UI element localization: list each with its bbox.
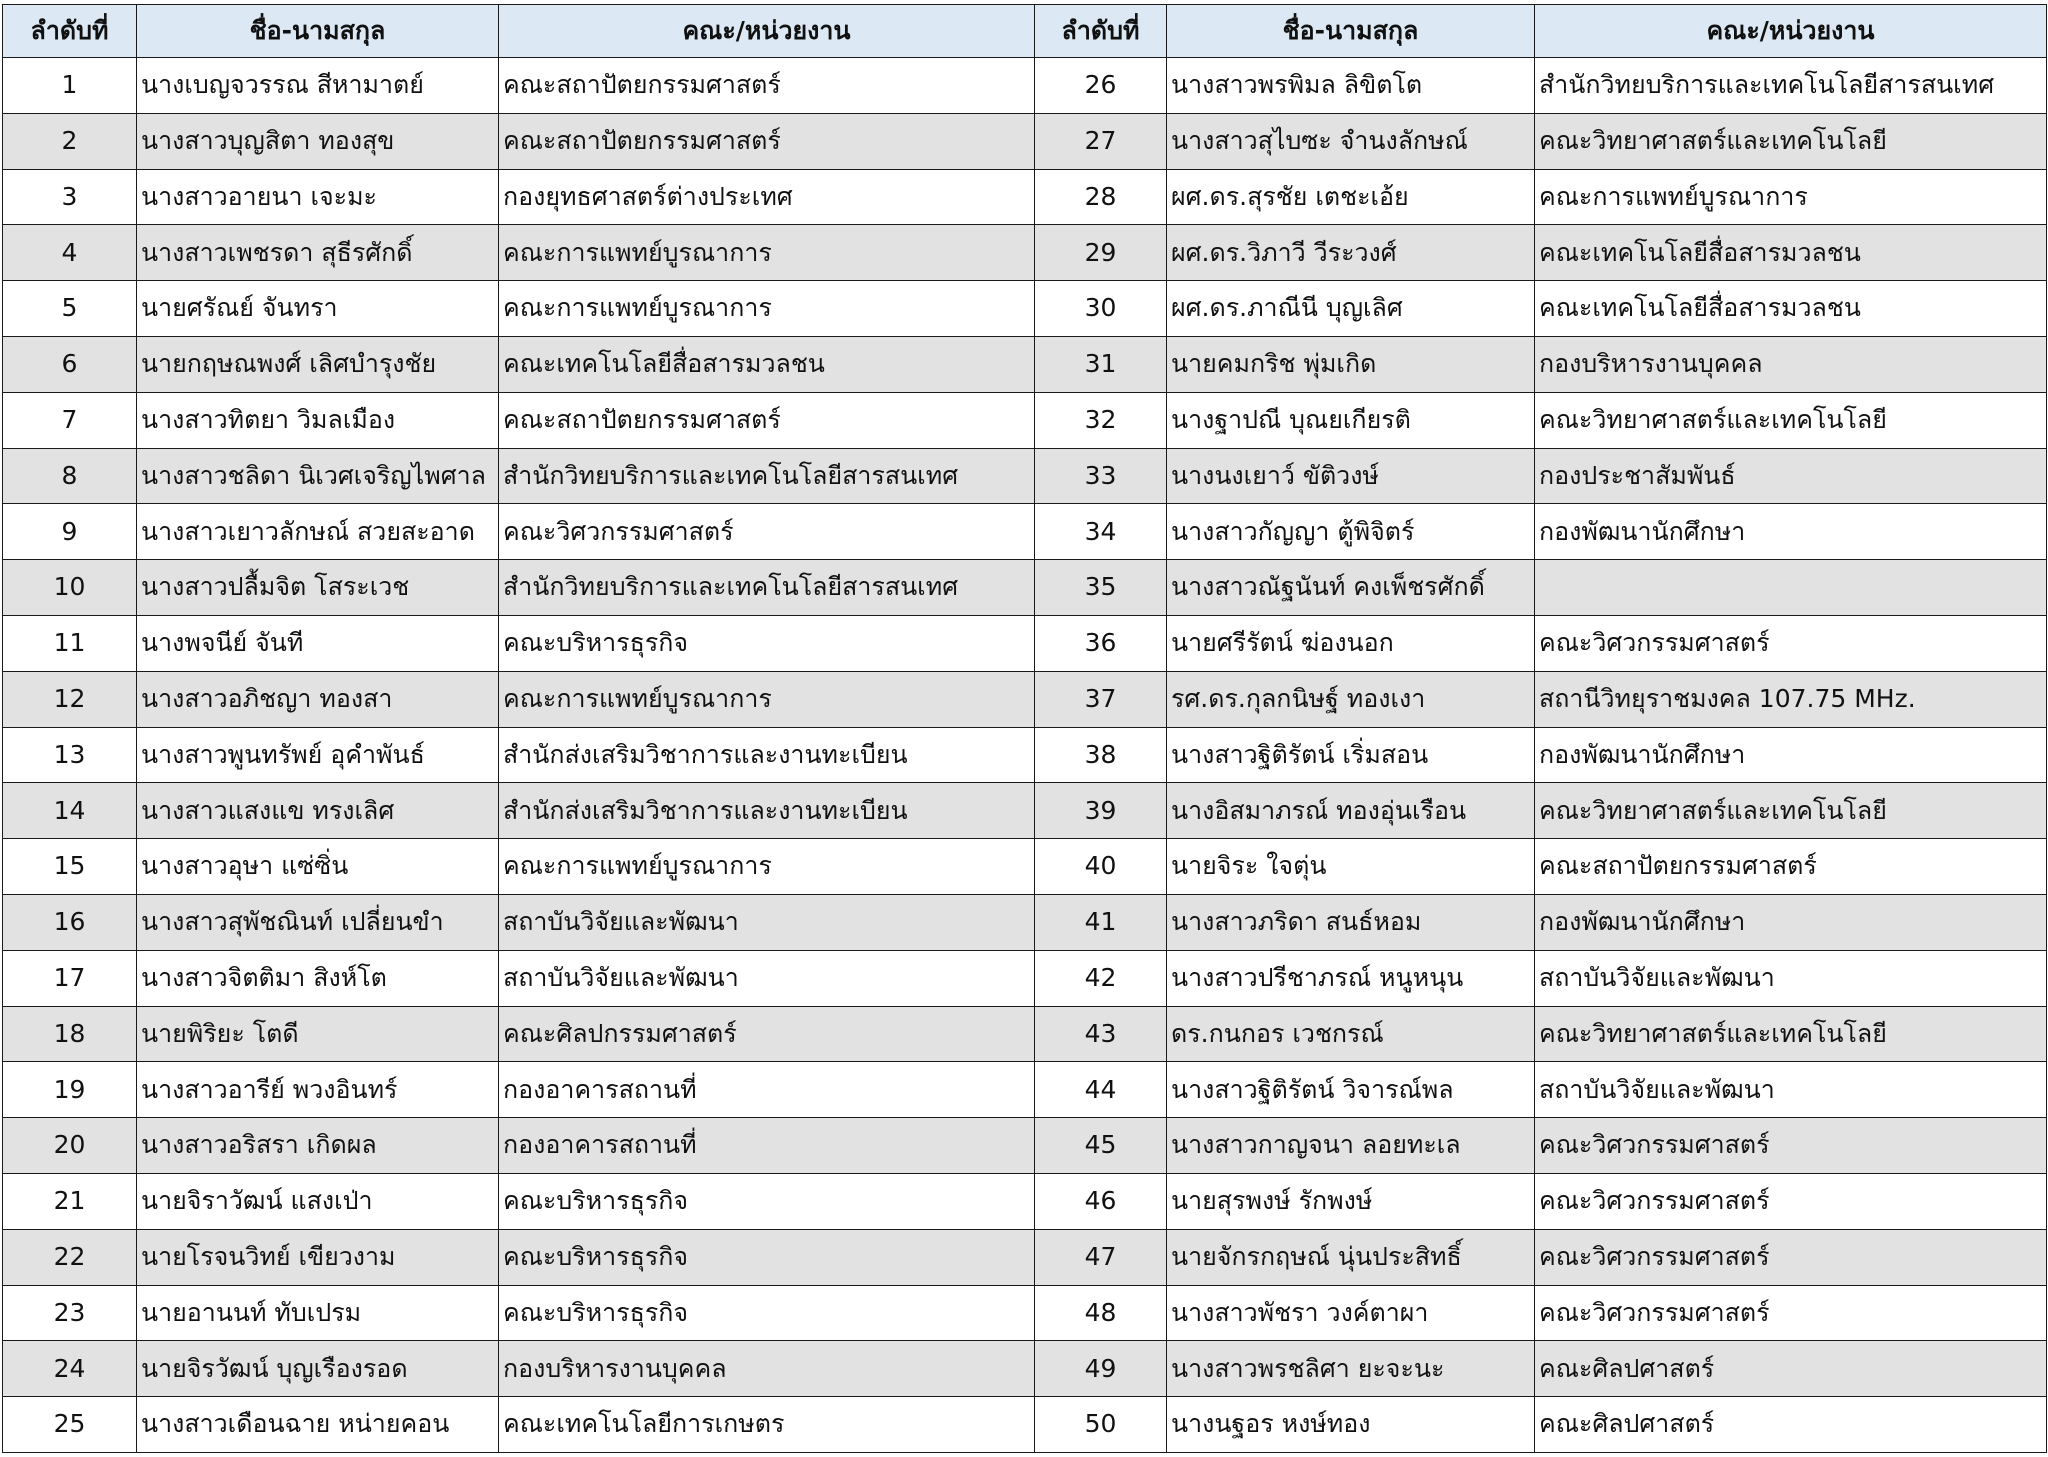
- cell-unit-right: คณะวิทยาศาสตร์และเทคโนโลยี: [1535, 783, 2047, 839]
- cell-number-right: 30: [1035, 281, 1167, 337]
- cell-unit-left: คณะเทคโนโลยีสื่อสารมวลชน: [499, 336, 1035, 392]
- cell-number-left: 12: [3, 671, 137, 727]
- cell-name-right: นางสาวปรีชาภรณ์ หนูหนุน: [1167, 950, 1535, 1006]
- table-row: [3, 281, 2047, 337]
- cell-unit-right: กองประชาสัมพันธ์: [1535, 448, 2047, 504]
- cell-number-left: 2: [3, 113, 137, 169]
- cell-unit-left: กองอาคารสถานที่: [499, 1118, 1035, 1174]
- cell-unit-left: คณะวิศวกรรมศาสตร์: [499, 504, 1035, 560]
- header-unit-right: คณะ/หน่วยงาน: [1535, 5, 2047, 58]
- cell-name-left: นางสาวอารีย์ พวงอินทร์: [137, 1062, 499, 1118]
- cell-unit-left: กองอาคารสถานที่: [499, 1062, 1035, 1118]
- cell-name-left: นางสาวเดือนฉาย หน่ายคอน: [137, 1397, 499, 1453]
- cell-unit-left: คณะศิลปกรรมศาสตร์: [499, 1006, 1035, 1062]
- table-row: [3, 1006, 2047, 1062]
- cell-number-left: 22: [3, 1229, 137, 1285]
- table-row: [3, 615, 2047, 671]
- cell-number-left: 17: [3, 950, 137, 1006]
- cell-number-right: 34: [1035, 504, 1167, 560]
- cell-number-left: 4: [3, 225, 137, 281]
- cell-number-left: 3: [3, 169, 137, 225]
- cell-number-left: 5: [3, 281, 137, 337]
- cell-number-left: 19: [3, 1062, 137, 1118]
- cell-unit-left: กองยุทธศาสตร์ต่างประเทศ: [499, 169, 1035, 225]
- cell-name-right: นางสาวฐิติรัตน์ เริ่มสอน: [1167, 727, 1535, 783]
- cell-number-left: 13: [3, 727, 137, 783]
- header-row: [3, 5, 2047, 58]
- header-number-left: ลำดับที่: [3, 5, 137, 58]
- cell-unit-left: สถาบันวิจัยและพัฒนา: [499, 894, 1035, 950]
- cell-name-left: นางพจนีย์ จันที: [137, 615, 499, 671]
- cell-unit-right: สถาบันวิจัยและพัฒนา: [1535, 1062, 2047, 1118]
- cell-number-right: 42: [1035, 950, 1167, 1006]
- cell-unit-left: คณะบริหารธุรกิจ: [499, 1229, 1035, 1285]
- cell-name-left: นายพิริยะ โตดี: [137, 1006, 499, 1062]
- cell-number-right: 47: [1035, 1229, 1167, 1285]
- cell-number-left: 10: [3, 560, 137, 616]
- cell-number-right: 26: [1035, 58, 1167, 114]
- cell-unit-left: คณะการแพทย์บูรณาการ: [499, 281, 1035, 337]
- header-name-right: ชื่อ-นามสกุล: [1167, 5, 1535, 58]
- table-row: [3, 169, 2047, 225]
- cell-number-right: 31: [1035, 336, 1167, 392]
- cell-number-right: 37: [1035, 671, 1167, 727]
- table-row: [3, 1118, 2047, 1174]
- cell-name-right: รศ.ดร.กุลกนิษฐ์ ทองเงา: [1167, 671, 1535, 727]
- cell-number-left: 16: [3, 894, 137, 950]
- cell-unit-left: คณะสถาปัตยกรรมศาสตร์: [499, 392, 1035, 448]
- cell-number-left: 14: [3, 783, 137, 839]
- table-row: [3, 1341, 2047, 1397]
- cell-number-right: 36: [1035, 615, 1167, 671]
- cell-name-left: นางสาวพูนทรัพย์ อุคำพันธ์: [137, 727, 499, 783]
- cell-unit-left: สถาบันวิจัยและพัฒนา: [499, 950, 1035, 1006]
- cell-name-left: นางสาวชลิดา นิเวศเจริญไพศาล: [137, 448, 499, 504]
- cell-unit-right: คณะวิทยาศาสตร์และเทคโนโลยี: [1535, 113, 2047, 169]
- cell-number-right: 39: [1035, 783, 1167, 839]
- cell-unit-right: คณะศิลปศาสตร์: [1535, 1341, 2047, 1397]
- cell-name-left: นายกฤษณพงศ์ เลิศบำรุงชัย: [137, 336, 499, 392]
- cell-number-right: 43: [1035, 1006, 1167, 1062]
- cell-unit-left: คณะสถาปัตยกรรมศาสตร์: [499, 113, 1035, 169]
- cell-unit-right: คณะวิศวกรรมศาสตร์: [1535, 1229, 2047, 1285]
- cell-name-right: ดร.กนกอร เวชกรณ์: [1167, 1006, 1535, 1062]
- table-body: [3, 58, 2047, 1453]
- cell-number-left: 6: [3, 336, 137, 392]
- spreadsheet-sheet: [2, 4, 2046, 1453]
- table-row: [3, 225, 2047, 281]
- cell-unit-right: คณะวิศวกรรมศาสตร์: [1535, 1118, 2047, 1174]
- cell-name-right: นางนฐอร หงษ์ทอง: [1167, 1397, 1535, 1453]
- cell-unit-right: สถานีวิทยุราชมงคล 107.75 MHz.: [1535, 671, 2047, 727]
- cell-name-right: นายสุรพงษ์ รักพงษ์: [1167, 1173, 1535, 1229]
- cell-number-left: 11: [3, 615, 137, 671]
- cell-unit-left: คณะเทคโนโลยีการเกษตร: [499, 1397, 1035, 1453]
- cell-unit-right: คณะวิทยาศาสตร์และเทคโนโลยี: [1535, 392, 2047, 448]
- cell-number-right: 33: [1035, 448, 1167, 504]
- table-row: [3, 783, 2047, 839]
- cell-number-left: 7: [3, 392, 137, 448]
- cell-unit-right: กองบริหารงานบุคคล: [1535, 336, 2047, 392]
- cell-name-right: นางสาวฐิติรัตน์ วิจารณ์พล: [1167, 1062, 1535, 1118]
- cell-number-left: 18: [3, 1006, 137, 1062]
- cell-number-right: 44: [1035, 1062, 1167, 1118]
- cell-unit-left: สำนักส่งเสริมวิชาการและงานทะเบียน: [499, 727, 1035, 783]
- cell-unit-right: คณะสถาปัตยกรรมศาสตร์: [1535, 839, 2047, 895]
- cell-name-right: นางสาวณัฐนันท์ คงเพ็ชรศักดิ์: [1167, 560, 1535, 616]
- table-row: [3, 1062, 2047, 1118]
- cell-unit-right: คณะการแพทย์บูรณาการ: [1535, 169, 2047, 225]
- cell-unit-right: คณะศิลปศาสตร์: [1535, 1397, 2047, 1453]
- table-row: [3, 336, 2047, 392]
- cell-number-left: 15: [3, 839, 137, 895]
- cell-unit-right: คณะวิศวกรรมศาสตร์: [1535, 1173, 2047, 1229]
- cell-name-left: นางสาวปลื้มจิต โสระเวช: [137, 560, 499, 616]
- cell-number-right: 49: [1035, 1341, 1167, 1397]
- cell-name-left: นายอานนท์ ทับเปรม: [137, 1285, 499, 1341]
- cell-name-left: นางสาวอายนา เจะมะ: [137, 169, 499, 225]
- table-row: [3, 1285, 2047, 1341]
- cell-unit-right: คณะวิศวกรรมศาสตร์: [1535, 615, 2047, 671]
- cell-name-left: นายศรัณย์ จันทรา: [137, 281, 499, 337]
- cell-number-right: 28: [1035, 169, 1167, 225]
- cell-name-right: นายจักรกฤษณ์ นุ่นประสิทธิ์: [1167, 1229, 1535, 1285]
- cell-number-left: 21: [3, 1173, 137, 1229]
- cell-unit-right: กองพัฒนานักศึกษา: [1535, 894, 2047, 950]
- table-row: [3, 727, 2047, 783]
- table-row: [3, 560, 2047, 616]
- table-row: [3, 1173, 2047, 1229]
- cell-unit-left: กองบริหารงานบุคคล: [499, 1341, 1035, 1397]
- cell-name-left: นางสาวบุญสิตา ทองสุข: [137, 113, 499, 169]
- cell-number-right: 48: [1035, 1285, 1167, 1341]
- cell-name-left: นางสาวอภิชญา ทองสา: [137, 671, 499, 727]
- cell-name-left: นายโรจนวิทย์ เขียวงาม: [137, 1229, 499, 1285]
- cell-number-left: 8: [3, 448, 137, 504]
- cell-name-left: นางเบญจวรรณ สีหามาตย์: [137, 58, 499, 114]
- cell-number-left: 1: [3, 58, 137, 114]
- cell-number-left: 25: [3, 1397, 137, 1453]
- cell-name-right: นางสาวกาญจนา ลอยทะเล: [1167, 1118, 1535, 1174]
- cell-name-right: นางนงเยาว์ ขัติวงษ์: [1167, 448, 1535, 504]
- cell-number-right: 38: [1035, 727, 1167, 783]
- header-name-left: ชื่อ-นามสกุล: [137, 5, 499, 58]
- cell-unit-right: คณะเทคโนโลยีสื่อสารมวลชน: [1535, 225, 2047, 281]
- cell-name-right: นายศรีรัตน์ ฆ่องนอก: [1167, 615, 1535, 671]
- cell-name-left: นางสาวจิตติมา สิงห์โต: [137, 950, 499, 1006]
- cell-unit-right: [1535, 560, 2047, 616]
- cell-number-left: 20: [3, 1118, 137, 1174]
- cell-unit-left: คณะบริหารธุรกิจ: [499, 1285, 1035, 1341]
- cell-number-left: 9: [3, 504, 137, 560]
- cell-name-right: ผศ.ดร.สุรชัย เตชะเอ้ย: [1167, 169, 1535, 225]
- cell-name-right: นางสาวกัญญา ตู้พิจิตร์: [1167, 504, 1535, 560]
- table-row: [3, 1397, 2047, 1453]
- cell-name-right: ผศ.ดร.วิภาวี วีระวงศ์: [1167, 225, 1535, 281]
- cell-name-right: นางสาวภริดา สนธ์หอม: [1167, 894, 1535, 950]
- cell-name-right: นางสาวสุไบซะ จำนงลักษณ์: [1167, 113, 1535, 169]
- cell-unit-left: คณะการแพทย์บูรณาการ: [499, 225, 1035, 281]
- cell-unit-left: คณะการแพทย์บูรณาการ: [499, 671, 1035, 727]
- cell-name-right: ผศ.ดร.ภาณีนี บุญเลิศ: [1167, 281, 1535, 337]
- cell-unit-right: คณะวิศวกรรมศาสตร์: [1535, 1285, 2047, 1341]
- table-row: [3, 448, 2047, 504]
- cell-number-right: 40: [1035, 839, 1167, 895]
- cell-number-right: 46: [1035, 1173, 1167, 1229]
- table-row: [3, 58, 2047, 114]
- cell-unit-right: คณะวิทยาศาสตร์และเทคโนโลยี: [1535, 1006, 2047, 1062]
- header-unit-left: คณะ/หน่วยงาน: [499, 5, 1035, 58]
- cell-name-left: นายจิรวัฒน์ บุญเรืองรอด: [137, 1341, 499, 1397]
- cell-unit-left: สำนักส่งเสริมวิชาการและงานทะเบียน: [499, 783, 1035, 839]
- cell-name-left: นางสาวทิตยา วิมลเมือง: [137, 392, 499, 448]
- cell-unit-left: คณะบริหารธุรกิจ: [499, 1173, 1035, 1229]
- cell-name-left: นายจิราวัฒน์ แสงเป่า: [137, 1173, 499, 1229]
- cell-name-left: นางสาวเพชรดา สุธีรศักดิ์: [137, 225, 499, 281]
- table-row: [3, 894, 2047, 950]
- cell-name-left: นางสาวอริสรา เกิดผล: [137, 1118, 499, 1174]
- table-row: [3, 113, 2047, 169]
- table-row: [3, 950, 2047, 1006]
- cell-unit-left: สำนักวิทยบริการและเทคโนโลยีสารสนเทศ: [499, 560, 1035, 616]
- cell-number-right: 32: [1035, 392, 1167, 448]
- cell-unit-right: กองพัฒนานักศึกษา: [1535, 504, 2047, 560]
- cell-unit-left: คณะบริหารธุรกิจ: [499, 615, 1035, 671]
- cell-name-left: นางสาวเยาวลักษณ์ สวยสะอาด: [137, 504, 499, 560]
- cell-name-right: นางสาวพัชรา วงค์ตาผา: [1167, 1285, 1535, 1341]
- cell-name-right: นางฐาปณี บุณยเกียรติ: [1167, 392, 1535, 448]
- cell-name-right: นายคมกริช พุ่มเกิด: [1167, 336, 1535, 392]
- table-row: [3, 839, 2047, 895]
- cell-unit-left: คณะการแพทย์บูรณาการ: [499, 839, 1035, 895]
- cell-name-left: นางสาวแสงแข ทรงเลิศ: [137, 783, 499, 839]
- cell-number-right: 45: [1035, 1118, 1167, 1174]
- cell-name-right: นางสาวพรชลิศา ยะจะนะ: [1167, 1341, 1535, 1397]
- table-row: [3, 392, 2047, 448]
- header-number-right: ลำดับที่: [1035, 5, 1167, 58]
- cell-number-right: 41: [1035, 894, 1167, 950]
- cell-number-right: 35: [1035, 560, 1167, 616]
- cell-name-left: นางสาวสุพัชณินท์ เปลี่ยนขำ: [137, 894, 499, 950]
- cell-name-right: นางสาวพรพิมล ลิขิตโต: [1167, 58, 1535, 114]
- cell-unit-right: คณะเทคโนโลยีสื่อสารมวลชน: [1535, 281, 2047, 337]
- cell-number-left: 23: [3, 1285, 137, 1341]
- table-row: [3, 1229, 2047, 1285]
- cell-name-right: นางอิสมาภรณ์ ทองอุ่นเรือน: [1167, 783, 1535, 839]
- staff-list-table: [2, 4, 2047, 1453]
- cell-number-right: 29: [1035, 225, 1167, 281]
- cell-unit-right: สถาบันวิจัยและพัฒนา: [1535, 950, 2047, 1006]
- cell-name-right: นายจิระ ใจตุ่น: [1167, 839, 1535, 895]
- cell-number-right: 50: [1035, 1397, 1167, 1453]
- table-row: [3, 671, 2047, 727]
- cell-unit-left: สำนักวิทยบริการและเทคโนโลยีสารสนเทศ: [499, 448, 1035, 504]
- table-row: [3, 504, 2047, 560]
- cell-unit-right: กองพัฒนานักศึกษา: [1535, 727, 2047, 783]
- cell-number-right: 27: [1035, 113, 1167, 169]
- cell-unit-right: สำนักวิทยบริการและเทคโนโลยีสารสนเทศ: [1535, 58, 2047, 114]
- cell-unit-left: คณะสถาปัตยกรรมศาสตร์: [499, 58, 1035, 114]
- cell-name-left: นางสาวอุษา แซ่ซิ่น: [137, 839, 499, 895]
- cell-number-left: 24: [3, 1341, 137, 1397]
